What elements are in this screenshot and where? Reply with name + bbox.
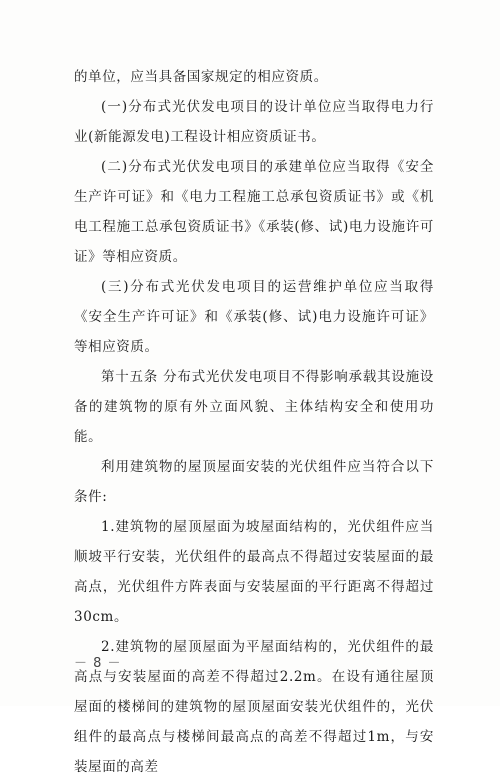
paragraph-article-15: 第十五条 分布式光伏发电项目不得影响承载其设施设备的建筑物的原有外立面风貌、主体结构安全和使用功能。 xyxy=(74,369,434,445)
paragraph-condition-2: 2.建筑物的屋顶屋面为平屋面结构的，光伏组件的最高点与安装屋面的高差不得超过2.2m。在设有通往屋顶屋面的楼梯间的建筑物的屋顶屋面安装光伏组件的，光伏组件的最高点与楼梯间最高点的高差不得超过1m，与安装屋面的高差 xyxy=(74,639,434,775)
paragraph-operation-unit: (三)分布式光伏发电项目的运营维护单位应当取得《安全生产许可证》和《承装(修、试)电力设施许可证》等相应资质。 xyxy=(74,279,434,355)
paragraph-condition-1: 1.建筑物的屋顶屋面为坡屋面结构的，光伏组件应当顺坡平行安装，光伏组件的最高点不得超过安装屋面的最高点，光伏组件方阵表面与安装屋面的平行距离不得超过30cm。 xyxy=(74,519,434,625)
paragraph-construction-unit: (二)分布式光伏发电项目的承建单位应当取得《安全生产许可证》和《电力工程施工总承包资质证书》或《机电工程施工总承包资质证书》《承装(修、试)电力设施许可证》等相应资质。 xyxy=(74,159,434,265)
paragraph-design-unit: (一)分布式光伏发电项目的设计单位应当取得电力行业(新能源发电)工程设计相应资质证书。 xyxy=(74,99,434,145)
paragraph-continuation: 的单位，应当具备国家规定的相应资质。 xyxy=(74,69,328,85)
document-body xyxy=(74,62,434,782)
page-number: － 8 － xyxy=(74,656,122,671)
paragraph-rooftop-conditions: 利用建筑物的屋顶屋面安装的光伏组件应当符合以下条件: xyxy=(74,459,434,505)
